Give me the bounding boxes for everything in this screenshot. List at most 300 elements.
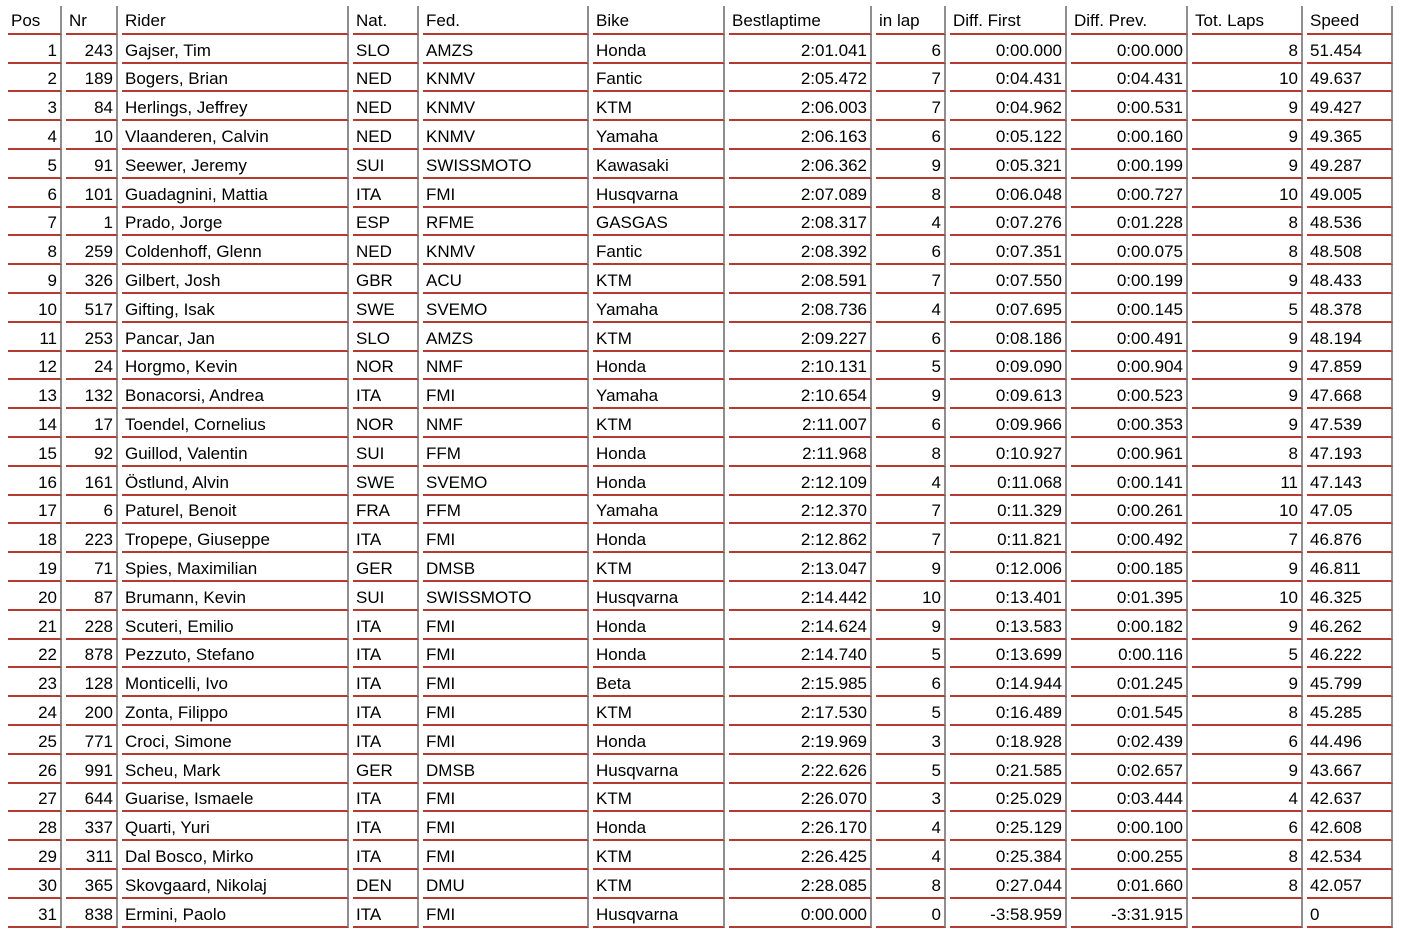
cell-rider: Herlings, Jeffrey xyxy=(122,92,349,121)
cell-pos: 18 xyxy=(8,524,62,553)
cell-tot-laps: 8 xyxy=(1192,697,1303,726)
cell-bestlaptime: 2:08.392 xyxy=(729,236,872,265)
cell-fed: KNMV xyxy=(423,92,589,121)
cell-speed: 49.427 xyxy=(1307,92,1393,121)
cell-rider: Ermini, Paolo xyxy=(122,899,349,928)
cell-speed: 44.496 xyxy=(1307,726,1393,755)
column-header-bike: Bike xyxy=(593,6,725,35)
cell-tot-laps: 10 xyxy=(1192,179,1303,208)
cell-tot-laps: 6 xyxy=(1192,726,1303,755)
cell-fed: FMI xyxy=(423,524,589,553)
cell-in-lap: 5 xyxy=(876,697,946,726)
cell-nr: 84 xyxy=(66,92,118,121)
cell-diff-prev: 0:00.904 xyxy=(1071,352,1188,381)
cell-fed: FMI xyxy=(423,380,589,409)
cell-pos: 20 xyxy=(8,582,62,611)
cell-fed: SWISSMOTO xyxy=(423,150,589,179)
cell-fed: SWISSMOTO xyxy=(423,582,589,611)
cell-pos: 25 xyxy=(8,726,62,755)
cell-bestlaptime: 2:09.227 xyxy=(729,323,872,352)
cell-nat: SUI xyxy=(353,438,419,467)
cell-fed: FMI xyxy=(423,697,589,726)
cell-diff-prev: 0:01.245 xyxy=(1071,668,1188,697)
cell-nr: 132 xyxy=(66,380,118,409)
cell-diff-first: 0:16.489 xyxy=(950,697,1067,726)
cell-fed: DMU xyxy=(423,870,589,899)
cell-nr: 223 xyxy=(66,524,118,553)
cell-tot-laps: 9 xyxy=(1192,553,1303,582)
cell-nr: 71 xyxy=(66,553,118,582)
cell-bestlaptime: 2:10.654 xyxy=(729,380,872,409)
cell-rider: Bogers, Brian xyxy=(122,64,349,93)
table-row xyxy=(8,294,1393,323)
cell-rider: Pancar, Jan xyxy=(122,323,349,352)
cell-fed: SVEMO xyxy=(423,294,589,323)
cell-speed: 46.325 xyxy=(1307,582,1393,611)
cell-nat: NED xyxy=(353,236,419,265)
cell-nr: 91 xyxy=(66,150,118,179)
cell-nr: 92 xyxy=(66,438,118,467)
cell-in-lap: 9 xyxy=(876,611,946,640)
cell-diff-prev: 0:00.255 xyxy=(1071,841,1188,870)
cell-in-lap: 8 xyxy=(876,438,946,467)
cell-speed: 0 xyxy=(1307,899,1393,928)
cell-diff-first: 0:07.550 xyxy=(950,265,1067,294)
cell-bike: KTM xyxy=(593,409,725,438)
cell-tot-laps: 9 xyxy=(1192,611,1303,640)
cell-nr: 189 xyxy=(66,64,118,93)
cell-rider: Paturel, Benoit xyxy=(122,496,349,525)
cell-rider: Seewer, Jeremy xyxy=(122,150,349,179)
cell-bestlaptime: 2:06.163 xyxy=(729,121,872,150)
cell-nr: 200 xyxy=(66,697,118,726)
cell-bestlaptime: 2:22.626 xyxy=(729,755,872,784)
cell-fed: NMF xyxy=(423,409,589,438)
cell-fed: FMI xyxy=(423,668,589,697)
cell-speed: 45.285 xyxy=(1307,697,1393,726)
cell-diff-first: -3:58.959 xyxy=(950,899,1067,928)
cell-nr: 991 xyxy=(66,755,118,784)
cell-speed: 49.005 xyxy=(1307,179,1393,208)
cell-nr: 228 xyxy=(66,611,118,640)
cell-nr: 878 xyxy=(66,640,118,669)
cell-tot-laps: 5 xyxy=(1192,640,1303,669)
column-header-nat: Nat. xyxy=(353,6,419,35)
cell-rider: Prado, Jorge xyxy=(122,208,349,237)
cell-bestlaptime: 2:14.740 xyxy=(729,640,872,669)
cell-bestlaptime: 2:06.003 xyxy=(729,92,872,121)
cell-pos: 21 xyxy=(8,611,62,640)
cell-nat: SWE xyxy=(353,467,419,496)
cell-rider: Coldenhoff, Glenn xyxy=(122,236,349,265)
cell-fed: FMI xyxy=(423,726,589,755)
cell-bike: Fantic xyxy=(593,236,725,265)
cell-speed: 48.433 xyxy=(1307,265,1393,294)
cell-bestlaptime: 2:26.425 xyxy=(729,841,872,870)
cell-pos: 15 xyxy=(8,438,62,467)
column-header-rider: Rider xyxy=(122,6,349,35)
cell-tot-laps: 9 xyxy=(1192,755,1303,784)
cell-tot-laps: 8 xyxy=(1192,208,1303,237)
cell-bestlaptime: 2:15.985 xyxy=(729,668,872,697)
cell-diff-first: 0:25.129 xyxy=(950,812,1067,841)
table-row xyxy=(8,899,1393,928)
table-row xyxy=(8,208,1393,237)
cell-diff-first: 0:08.186 xyxy=(950,323,1067,352)
cell-nr: 838 xyxy=(66,899,118,928)
column-header-nr: Nr xyxy=(66,6,118,35)
cell-tot-laps: 7 xyxy=(1192,524,1303,553)
cell-bike: Husqvarna xyxy=(593,755,725,784)
cell-tot-laps: 5 xyxy=(1192,294,1303,323)
table-row xyxy=(8,409,1393,438)
cell-diff-prev: 0:00.000 xyxy=(1071,35,1188,64)
cell-nr: 1 xyxy=(66,208,118,237)
cell-diff-prev: 0:00.100 xyxy=(1071,812,1188,841)
cell-rider: Vlaanderen, Calvin xyxy=(122,121,349,150)
table-row xyxy=(8,35,1393,64)
cell-bestlaptime: 2:01.041 xyxy=(729,35,872,64)
cell-bike: Honda xyxy=(593,726,725,755)
cell-in-lap: 4 xyxy=(876,208,946,237)
cell-speed: 45.799 xyxy=(1307,668,1393,697)
cell-in-lap: 9 xyxy=(876,150,946,179)
table-row xyxy=(8,524,1393,553)
cell-bestlaptime: 2:05.472 xyxy=(729,64,872,93)
cell-in-lap: 5 xyxy=(876,352,946,381)
cell-speed: 48.508 xyxy=(1307,236,1393,265)
cell-pos: 8 xyxy=(8,236,62,265)
table-row xyxy=(8,755,1393,784)
table-row xyxy=(8,438,1393,467)
cell-nr: 161 xyxy=(66,467,118,496)
cell-nat: ITA xyxy=(353,899,419,928)
cell-pos: 29 xyxy=(8,841,62,870)
cell-pos: 19 xyxy=(8,553,62,582)
table-row xyxy=(8,870,1393,899)
cell-bestlaptime: 2:08.591 xyxy=(729,265,872,294)
cell-bike: Honda xyxy=(593,524,725,553)
cell-bike: KTM xyxy=(593,553,725,582)
cell-in-lap: 6 xyxy=(876,35,946,64)
cell-rider: Bonacorsi, Andrea xyxy=(122,380,349,409)
cell-diff-first: 0:21.585 xyxy=(950,755,1067,784)
cell-diff-first: 0:00.000 xyxy=(950,35,1067,64)
cell-bike: KTM xyxy=(593,784,725,813)
cell-diff-prev: 0:02.439 xyxy=(1071,726,1188,755)
cell-bike: Fantic xyxy=(593,64,725,93)
cell-diff-prev: 0:02.657 xyxy=(1071,755,1188,784)
cell-diff-first: 0:09.613 xyxy=(950,380,1067,409)
cell-speed: 46.262 xyxy=(1307,611,1393,640)
cell-rider: Gifting, Isak xyxy=(122,294,349,323)
table-row xyxy=(8,640,1393,669)
table-row xyxy=(8,841,1393,870)
cell-tot-laps: 9 xyxy=(1192,265,1303,294)
cell-pos: 12 xyxy=(8,352,62,381)
cell-pos: 10 xyxy=(8,294,62,323)
column-header-in-lap: in lap xyxy=(876,6,946,35)
table-row xyxy=(8,265,1393,294)
cell-in-lap: 3 xyxy=(876,726,946,755)
cell-speed: 42.057 xyxy=(1307,870,1393,899)
cell-fed: NMF xyxy=(423,352,589,381)
cell-diff-prev: 0:00.075 xyxy=(1071,236,1188,265)
cell-speed: 47.05 xyxy=(1307,496,1393,525)
cell-speed: 46.222 xyxy=(1307,640,1393,669)
cell-diff-first: 0:07.351 xyxy=(950,236,1067,265)
table-row xyxy=(8,668,1393,697)
table-row xyxy=(8,92,1393,121)
table-row xyxy=(8,121,1393,150)
cell-in-lap: 10 xyxy=(876,582,946,611)
column-header-diff-prev: Diff. Prev. xyxy=(1071,6,1188,35)
table-row xyxy=(8,236,1393,265)
cell-nr: 365 xyxy=(66,870,118,899)
cell-bestlaptime: 2:19.969 xyxy=(729,726,872,755)
cell-nr: 128 xyxy=(66,668,118,697)
cell-nr: 259 xyxy=(66,236,118,265)
cell-nat: ITA xyxy=(353,726,419,755)
cell-in-lap: 4 xyxy=(876,841,946,870)
cell-nat: ITA xyxy=(353,611,419,640)
table-row xyxy=(8,726,1393,755)
cell-rider: Scuteri, Emilio xyxy=(122,611,349,640)
cell-fed: FMI xyxy=(423,640,589,669)
cell-nat: ITA xyxy=(353,179,419,208)
cell-rider: Guillod, Valentin xyxy=(122,438,349,467)
column-header-fed: Fed. xyxy=(423,6,589,35)
header-row xyxy=(8,6,1393,35)
cell-speed: 42.637 xyxy=(1307,784,1393,813)
cell-rider: Zonta, Filippo xyxy=(122,697,349,726)
cell-nat: SLO xyxy=(353,35,419,64)
cell-bestlaptime: 2:07.089 xyxy=(729,179,872,208)
cell-diff-first: 0:13.583 xyxy=(950,611,1067,640)
table-body xyxy=(8,35,1393,928)
cell-diff-first: 0:25.029 xyxy=(950,784,1067,813)
cell-nat: ITA xyxy=(353,380,419,409)
cell-diff-first: 0:11.821 xyxy=(950,524,1067,553)
cell-diff-first: 0:04.962 xyxy=(950,92,1067,121)
cell-nr: 517 xyxy=(66,294,118,323)
cell-rider: Gajser, Tim xyxy=(122,35,349,64)
cell-bike: KTM xyxy=(593,92,725,121)
cell-nr: 243 xyxy=(66,35,118,64)
cell-diff-first: 0:25.384 xyxy=(950,841,1067,870)
cell-in-lap: 4 xyxy=(876,294,946,323)
cell-bestlaptime: 2:10.131 xyxy=(729,352,872,381)
column-header-speed: Speed xyxy=(1307,6,1393,35)
cell-diff-first: 0:09.966 xyxy=(950,409,1067,438)
cell-diff-prev: 0:04.431 xyxy=(1071,64,1188,93)
cell-nr: 337 xyxy=(66,812,118,841)
cell-bestlaptime: 2:11.007 xyxy=(729,409,872,438)
cell-rider: Croci, Simone xyxy=(122,726,349,755)
cell-speed: 49.637 xyxy=(1307,64,1393,93)
cell-tot-laps: 9 xyxy=(1192,323,1303,352)
cell-pos: 30 xyxy=(8,870,62,899)
cell-tot-laps: 8 xyxy=(1192,35,1303,64)
cell-rider: Monticelli, Ivo xyxy=(122,668,349,697)
cell-pos: 1 xyxy=(8,35,62,64)
cell-tot-laps: 9 xyxy=(1192,352,1303,381)
cell-speed: 47.143 xyxy=(1307,467,1393,496)
cell-diff-first: 0:27.044 xyxy=(950,870,1067,899)
cell-pos: 24 xyxy=(8,697,62,726)
table-row xyxy=(8,812,1393,841)
cell-fed: FMI xyxy=(423,812,589,841)
cell-in-lap: 7 xyxy=(876,496,946,525)
cell-diff-first: 0:11.068 xyxy=(950,467,1067,496)
cell-diff-prev: 0:00.727 xyxy=(1071,179,1188,208)
cell-speed: 48.378 xyxy=(1307,294,1393,323)
cell-diff-prev: 0:00.182 xyxy=(1071,611,1188,640)
cell-pos: 17 xyxy=(8,496,62,525)
cell-nr: 253 xyxy=(66,323,118,352)
cell-diff-prev: 0:00.961 xyxy=(1071,438,1188,467)
cell-in-lap: 9 xyxy=(876,553,946,582)
cell-nat: SUI xyxy=(353,150,419,179)
cell-pos: 23 xyxy=(8,668,62,697)
cell-fed: AMZS xyxy=(423,323,589,352)
cell-speed: 49.287 xyxy=(1307,150,1393,179)
cell-rider: Horgmo, Kevin xyxy=(122,352,349,381)
cell-nr: 644 xyxy=(66,784,118,813)
cell-bestlaptime: 2:08.736 xyxy=(729,294,872,323)
cell-in-lap: 5 xyxy=(876,640,946,669)
cell-nat: ITA xyxy=(353,784,419,813)
cell-bike: Kawasaki xyxy=(593,150,725,179)
cell-nat: ESP xyxy=(353,208,419,237)
table-row xyxy=(8,611,1393,640)
cell-nr: 771 xyxy=(66,726,118,755)
cell-speed: 48.536 xyxy=(1307,208,1393,237)
cell-bike: Honda xyxy=(593,438,725,467)
cell-speed: 43.667 xyxy=(1307,755,1393,784)
cell-bike: Honda xyxy=(593,35,725,64)
cell-rider: Scheu, Mark xyxy=(122,755,349,784)
cell-speed: 47.193 xyxy=(1307,438,1393,467)
cell-in-lap: 4 xyxy=(876,812,946,841)
cell-diff-prev: 0:00.261 xyxy=(1071,496,1188,525)
cell-diff-prev: 0:01.660 xyxy=(1071,870,1188,899)
cell-diff-prev: 0:03.444 xyxy=(1071,784,1188,813)
table-row xyxy=(8,582,1393,611)
cell-bike: Husqvarna xyxy=(593,179,725,208)
cell-nat: NOR xyxy=(353,409,419,438)
cell-in-lap: 7 xyxy=(876,524,946,553)
cell-pos: 13 xyxy=(8,380,62,409)
cell-nr: 326 xyxy=(66,265,118,294)
cell-nat: ITA xyxy=(353,697,419,726)
cell-bike: KTM xyxy=(593,323,725,352)
cell-bike: Yamaha xyxy=(593,380,725,409)
cell-rider: Brumann, Kevin xyxy=(122,582,349,611)
cell-speed: 42.608 xyxy=(1307,812,1393,841)
cell-nat: NED xyxy=(353,121,419,150)
cell-tot-laps: 9 xyxy=(1192,380,1303,409)
cell-bike: Husqvarna xyxy=(593,582,725,611)
cell-bike: KTM xyxy=(593,841,725,870)
cell-pos: 28 xyxy=(8,812,62,841)
cell-fed: KNMV xyxy=(423,121,589,150)
cell-pos: 11 xyxy=(8,323,62,352)
results-page xyxy=(8,6,1397,928)
cell-rider: Guarise, Ismaele xyxy=(122,784,349,813)
cell-fed: FFM xyxy=(423,438,589,467)
cell-diff-first: 0:18.928 xyxy=(950,726,1067,755)
cell-bestlaptime: 2:26.070 xyxy=(729,784,872,813)
cell-diff-prev: 0:00.491 xyxy=(1071,323,1188,352)
table-row xyxy=(8,150,1393,179)
cell-nat: ITA xyxy=(353,668,419,697)
cell-tot-laps: 8 xyxy=(1192,841,1303,870)
cell-nr: 6 xyxy=(66,496,118,525)
cell-bike: Honda xyxy=(593,640,725,669)
cell-speed: 47.859 xyxy=(1307,352,1393,381)
cell-diff-first: 0:05.122 xyxy=(950,121,1067,150)
cell-in-lap: 6 xyxy=(876,668,946,697)
cell-tot-laps xyxy=(1192,899,1303,928)
cell-nat: SWE xyxy=(353,294,419,323)
cell-diff-prev: 0:00.199 xyxy=(1071,265,1188,294)
cell-in-lap: 4 xyxy=(876,467,946,496)
cell-pos: 7 xyxy=(8,208,62,237)
cell-nat: GER xyxy=(353,755,419,784)
cell-diff-first: 0:07.276 xyxy=(950,208,1067,237)
cell-in-lap: 0 xyxy=(876,899,946,928)
cell-fed: KNMV xyxy=(423,64,589,93)
cell-diff-prev: 0:00.160 xyxy=(1071,121,1188,150)
table-row xyxy=(8,553,1393,582)
cell-bike: KTM xyxy=(593,870,725,899)
cell-tot-laps: 10 xyxy=(1192,496,1303,525)
cell-nat: SLO xyxy=(353,323,419,352)
table-row xyxy=(8,467,1393,496)
cell-fed: FFM xyxy=(423,496,589,525)
table-row xyxy=(8,784,1393,813)
cell-speed: 47.539 xyxy=(1307,409,1393,438)
cell-tot-laps: 11 xyxy=(1192,467,1303,496)
cell-diff-prev: 0:01.395 xyxy=(1071,582,1188,611)
cell-bike: Honda xyxy=(593,352,725,381)
cell-rider: Östlund, Alvin xyxy=(122,467,349,496)
cell-rider: Skovgaard, Nikolaj xyxy=(122,870,349,899)
cell-nat: GER xyxy=(353,553,419,582)
cell-bestlaptime: 2:13.047 xyxy=(729,553,872,582)
cell-rider: Gilbert, Josh xyxy=(122,265,349,294)
cell-bestlaptime: 2:06.362 xyxy=(729,150,872,179)
cell-bestlaptime: 2:12.862 xyxy=(729,524,872,553)
cell-in-lap: 6 xyxy=(876,236,946,265)
cell-in-lap: 8 xyxy=(876,870,946,899)
cell-tot-laps: 9 xyxy=(1192,668,1303,697)
cell-rider: Pezzuto, Stefano xyxy=(122,640,349,669)
cell-rider: Toendel, Cornelius xyxy=(122,409,349,438)
cell-nr: 311 xyxy=(66,841,118,870)
table-row xyxy=(8,380,1393,409)
cell-nat: NOR xyxy=(353,352,419,381)
cell-in-lap: 9 xyxy=(876,380,946,409)
cell-bike: Yamaha xyxy=(593,294,725,323)
cell-in-lap: 3 xyxy=(876,784,946,813)
cell-speed: 49.365 xyxy=(1307,121,1393,150)
cell-fed: DMSB xyxy=(423,755,589,784)
cell-fed: ACU xyxy=(423,265,589,294)
cell-in-lap: 7 xyxy=(876,64,946,93)
cell-fed: AMZS xyxy=(423,35,589,64)
